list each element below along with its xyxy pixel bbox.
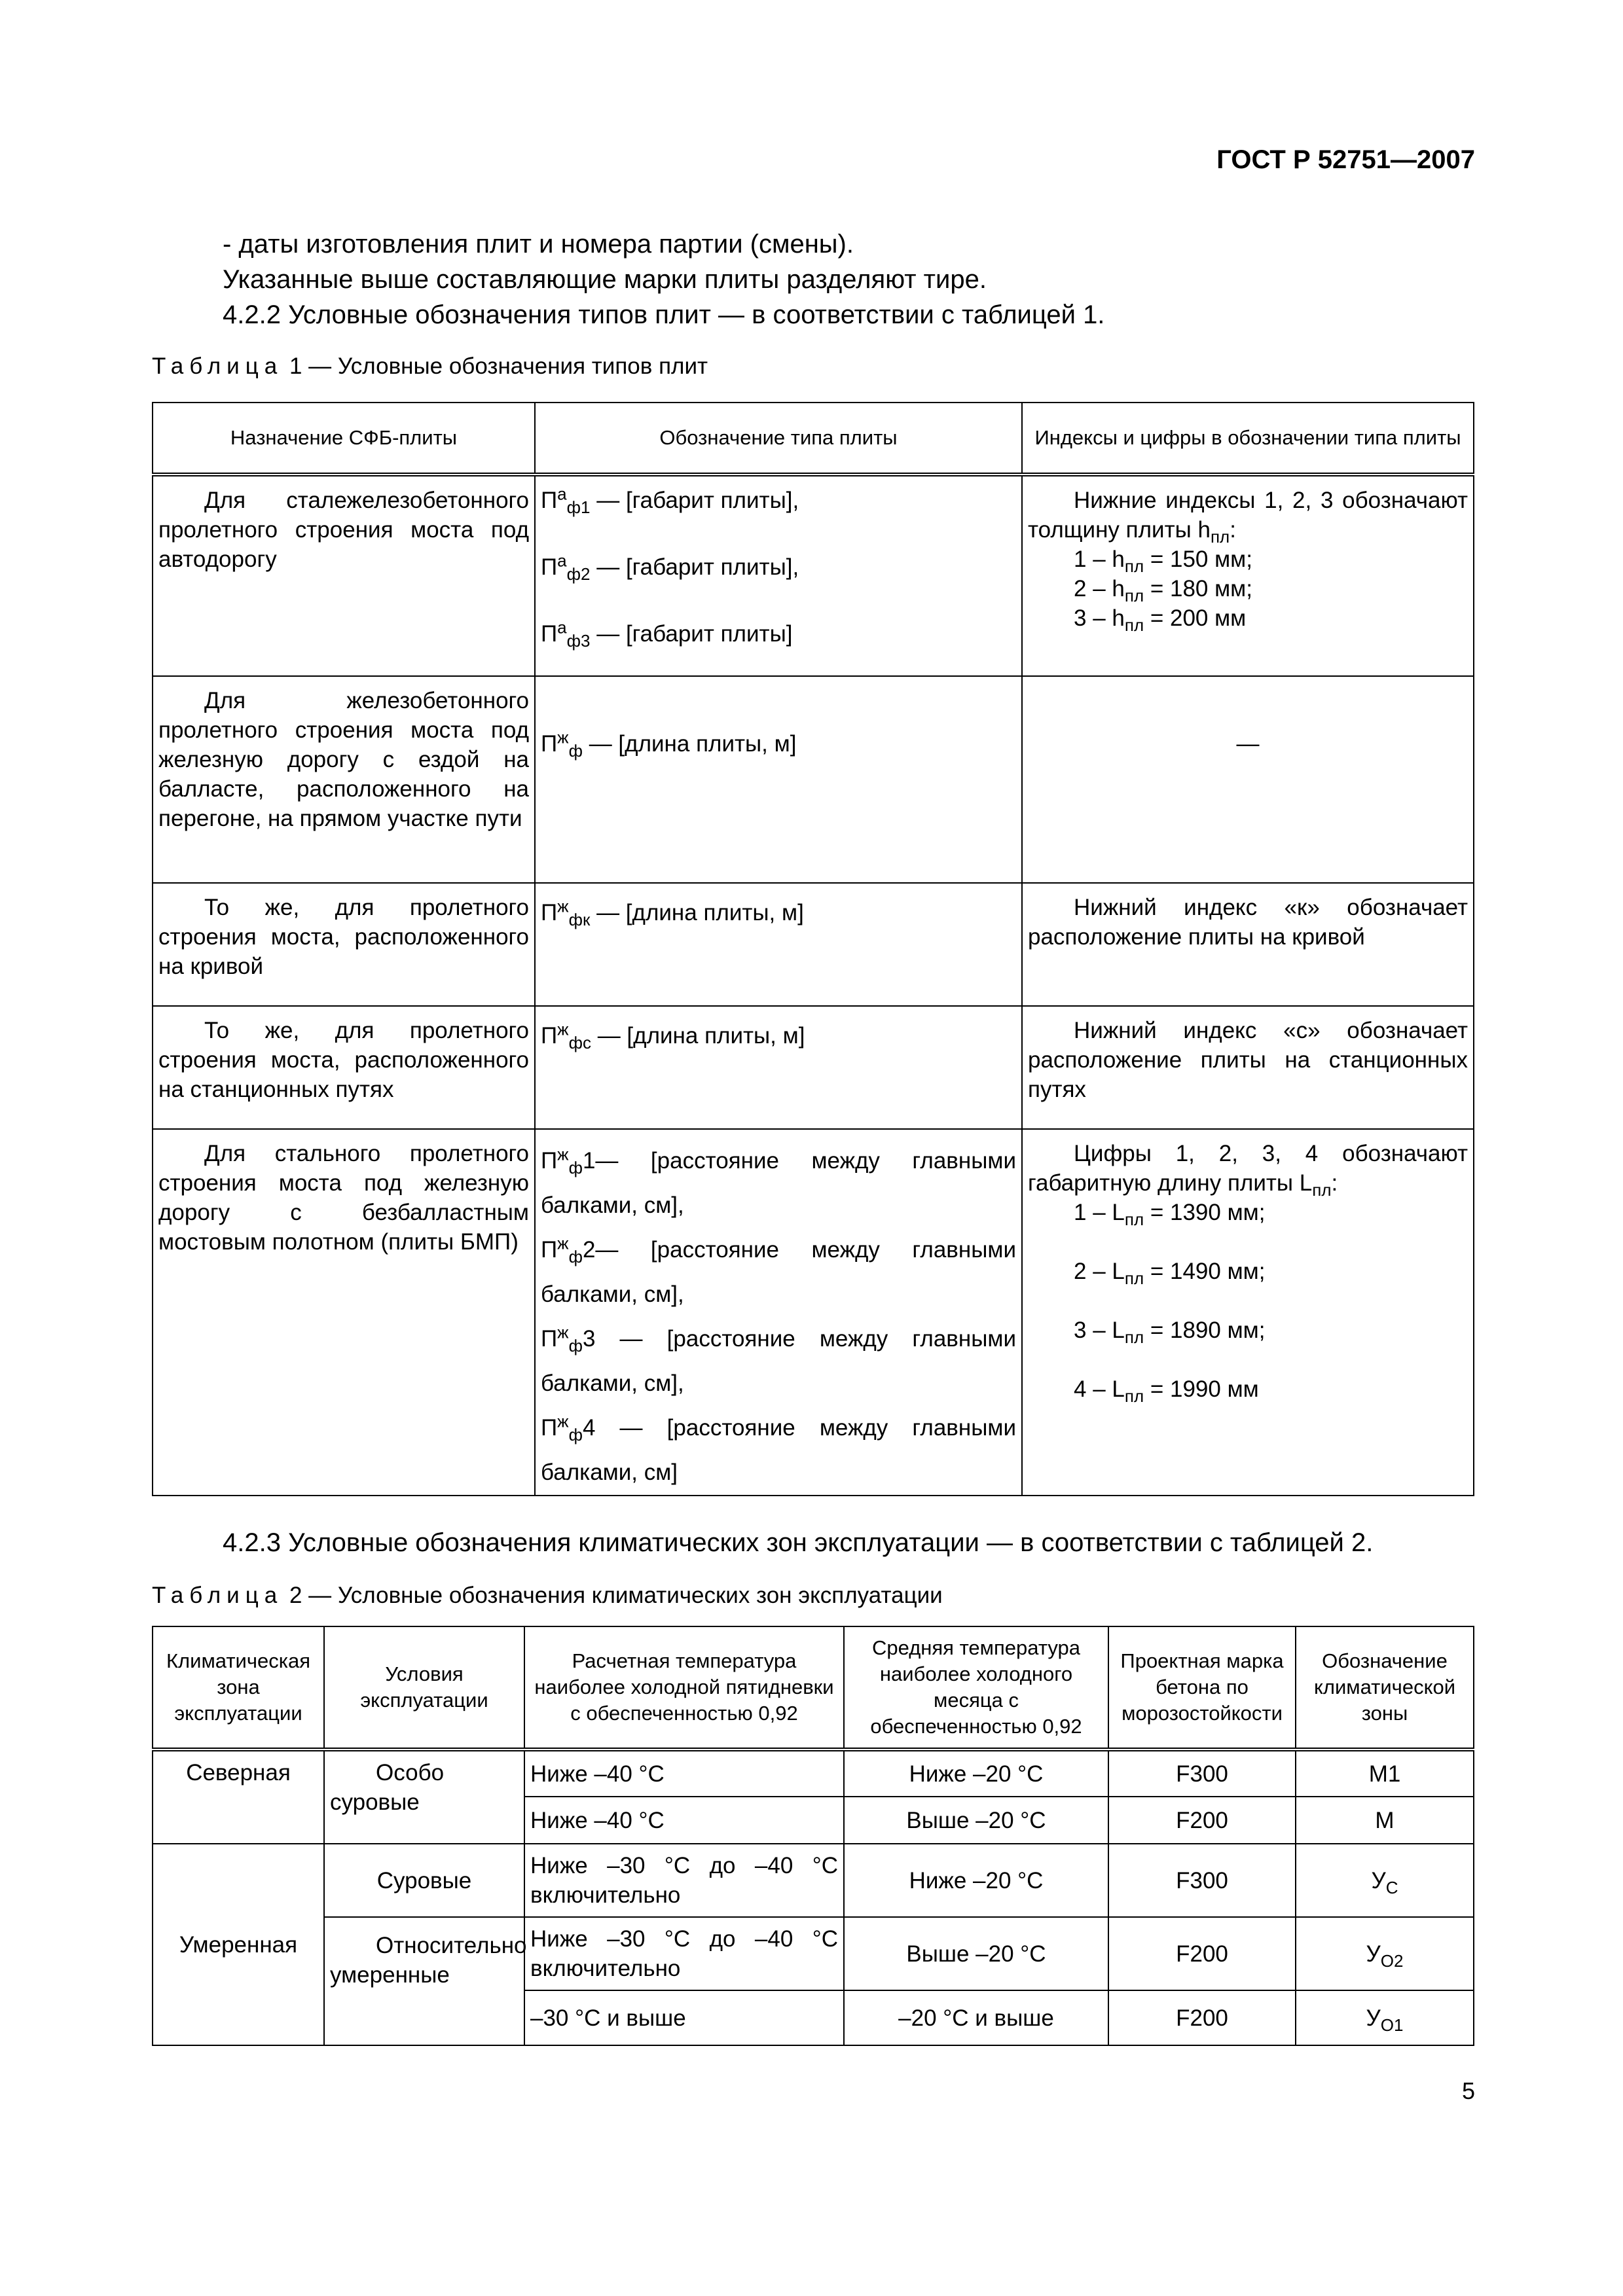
table-row [153,1129,1474,1496]
section-4-2-3: 4.2.3 Условные обозначения климатических зон эксплуатации — в соответствии с таблицей 2. [223,1528,1374,1557]
document-header: ГОСТ Р 52751—2007 [1216,145,1475,174]
t2-r1-tm: Ниже –20 °С [844,1749,1108,1797]
table-row [153,475,1474,676]
table-row [153,676,1474,883]
t1-r5-purpose: Для стального пролетного строения моста под железную дорогу с безбалластным мостовым полотном (плиты БМП) [153,1129,535,1496]
t1-r4-purpose: То же, для пролетного строения моста, расположенного на станционных путях [153,1006,535,1129]
table-1 [152,402,1474,1496]
t2-r3-t5: Ниже –30 °С до –40 °С включительно [524,1844,844,1917]
table1-caption: Таблица 1 — Условные обозначения типов плит [152,353,708,379]
t2-header-code: Обозначение климатической зоны [1296,1626,1474,1749]
page-number: 5 [1461,2077,1475,2104]
t2-header-frost: Проектная марка бетона по морозостойкости [1108,1626,1296,1749]
t2-header-zone: Климатическая зона эксплуатации [153,1626,324,1749]
intro-line-1: - даты изготовления плит и номера партии (смены). [223,230,854,259]
t2-zone-moderate: Умеренная [153,1844,324,2045]
t2-r5-t5: –30 °С и выше [524,1990,844,2045]
t2-r2-code: М [1296,1797,1474,1844]
intro-line-3: 4.2.2 Условные обозначения типов плит — в соответствии с таблицей 1. [223,300,1105,329]
t1-r4-designation: $П^ж_{фс}$ — [длина плиты, м] [535,1006,1022,1129]
t1-r3-purpose: То же, для пролетного строения моста, расположенного на кривой [153,883,535,1006]
t2-r3-tm: Ниже –20 °С [844,1844,1108,1917]
t2-r2-tm: Выше –20 °С [844,1797,1108,1844]
t1-r5-index: Цифры 1, 2, 3, 4 обозначают габаритную длину плиты $L_{пл}$: $1 - L_{пл} = 1390$ мм; $2 - L_{пл} = 1490$ мм; $3 - L_{пл} = 1890$ мм; $4 - L_{пл} = 1990$ мм [1022,1129,1474,1496]
t2-r2-f: F200 [1108,1797,1296,1844]
table-row [153,1917,1474,1990]
t2-r1-f: F300 [1108,1749,1296,1797]
t2-r1-code: М1 [1296,1749,1474,1797]
t2-header-tempmonth: Средняя температура наиболее холодного месяца с обеспеченностью 0,92 [844,1626,1108,1749]
table-row [153,1844,1474,1917]
t1-header-index: Индексы и цифры в обозначении типа плиты [1022,403,1474,475]
table-row [153,1749,1474,1797]
t2-cond-severe: Суровые [324,1844,524,1917]
t2-r1-t5: Ниже –40 °С [524,1749,844,1797]
t1-r4-index: Нижний индекс «с» обозначает расположение плиты на станционных путях [1022,1006,1474,1129]
t1-r2-designation: $П^ж_ф$ — [длина плиты, м] [535,676,1022,883]
t2-r4-f: F200 [1108,1917,1296,1990]
t1-header-purpose: Назначение СФБ-плиты [153,403,535,475]
t1-r5-designations: $П^ж_ф1—$ [расстояние между главными балками, см], $П^ж_ф2—$ [расстояние между главными балками, см], $П^ж_ф3$ — [расстояние между главными балками, см], $П^ж_ф4$ — [расстояние между главными балками, см] [535,1129,1022,1496]
table-2 [152,1626,1474,2046]
table-row [153,883,1474,1006]
t2-r3-f: F300 [1108,1844,1296,1917]
t2-cond-very-severe: Особо суровые [324,1749,524,1844]
t2-r4-tm: Выше –20 °С [844,1917,1108,1990]
t1-r1-designations: $П^а_{ф1}$ — [габарит плиты], $П^а_{ф2}$ — [габарит плиты], $П^а_{ф3}$ — [габарит плиты] [535,475,1022,676]
table-row [153,1006,1474,1129]
t1-r3-index: Нижний индекс «к» обозначает расположение плиты на кривой [1022,883,1474,1006]
t2-cond-rel-moderate: Относительно умеренные [324,1917,524,2045]
t1-r1-purpose: Для сталежелезобетонного пролетного строения моста под автодорогу [153,475,535,676]
t2-header-temp5: Расчетная температура наиболее холодной пятидневки с обеспеченностью 0,92 [524,1626,844,1749]
t2-zone-north: Северная [153,1749,324,1844]
t1-r2-purpose: Для железобетонного пролетного строения моста под железную дорогу с ездой на балласте, расположенного на перегоне, на прямом участке пути [153,676,535,883]
t2-r2-t5: Ниже –40 °С [524,1797,844,1844]
t1-r1-index: Нижние индексы 1, 2, 3 обозначают толщину плиты $h_{пл}$: $1 - h_{пл} = 150$ мм; $2 - h_{пл} = 180$ мм; $3 - h_{пл} = 200$ мм [1022,475,1474,676]
t2-r5-code: $У_{О1}$ [1296,1990,1474,2045]
t2-header-conditions: Условия эксплуатации [324,1626,524,1749]
t2-r4-code: $У_{О2}$ [1296,1917,1474,1990]
intro-line-2: Указанные выше составляющие марки плиты разделяют тире. [223,265,987,294]
t1-r2-index: — [1022,676,1474,883]
t1-r3-designation: $П^ж_{фк}$ — [длина плиты, м] [535,883,1022,1006]
t2-r5-tm: –20 °С и выше [844,1990,1108,2045]
t2-r3-code: $У_С$ [1296,1844,1474,1917]
t2-r4-t5: Ниже –30 °С до –40 °С включительно [524,1917,844,1990]
t2-r5-f: F200 [1108,1990,1296,2045]
table2-caption: Таблица 2 — Условные обозначения климатических зон эксплуатации [152,1583,943,1608]
t1-header-designation: Обозначение типа плиты [535,403,1022,475]
